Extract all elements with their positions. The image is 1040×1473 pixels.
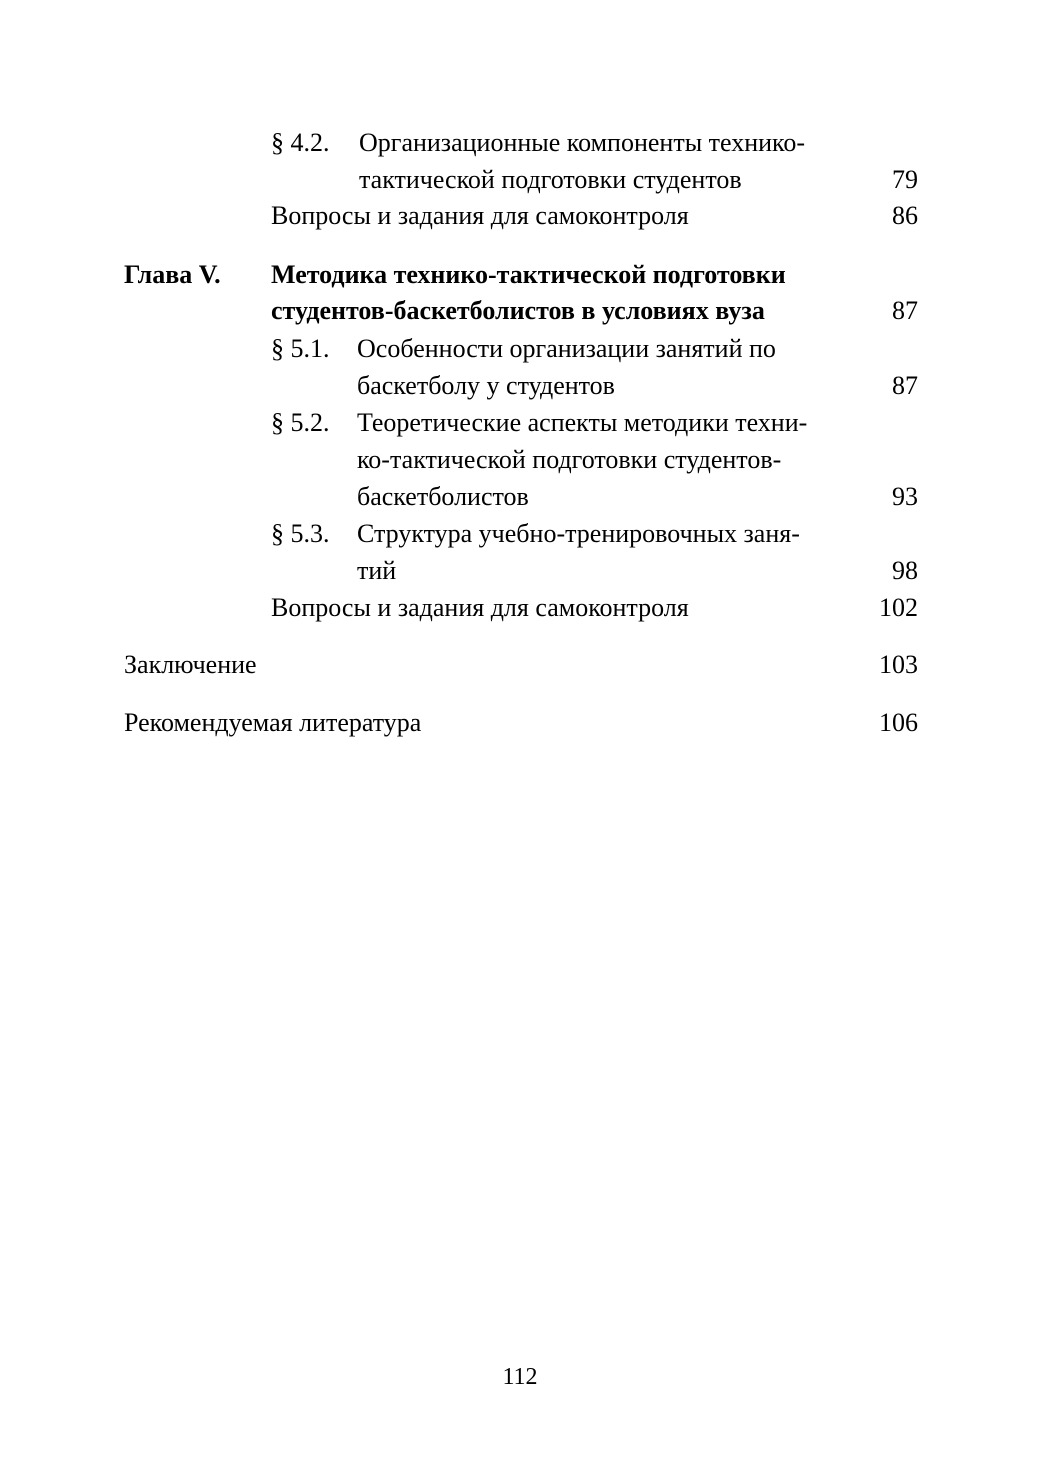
toc-questions5-title: Вопросы и задания для самоконтроля — [271, 593, 689, 622]
toc-s51-label: § 5.1. — [271, 334, 330, 363]
toc-s51-title-line2: баскетболу у студентов — [357, 371, 615, 400]
toc-s52-title-line1: Теоретические аспекты методики техни- — [357, 408, 808, 437]
toc-s51-title-line1: Особенности организации занятий по — [357, 334, 776, 363]
toc-questions4-title: Вопросы и задания для самоконтроля — [271, 201, 689, 230]
toc-chapter5-title-line2: студентов-баскетболистов в условиях вуза — [271, 296, 765, 325]
toc-s52-label: § 5.2. — [271, 408, 330, 437]
toc-s42-label: § 4.2. — [271, 128, 330, 157]
toc-chapter5-page: 87 — [892, 296, 918, 325]
toc-questions4-page: 86 — [892, 201, 918, 230]
toc-s52-title-line2: ко-тактической подготовки студентов- — [357, 445, 782, 474]
toc-literature-page: 106 — [879, 708, 918, 737]
toc-s52-page: 93 — [892, 482, 918, 511]
toc-s42-page: 79 — [892, 165, 918, 194]
toc-conclusion-page: 103 — [879, 650, 918, 679]
toc-conclusion-title: Заключение — [124, 650, 257, 679]
page-number: 112 — [502, 1364, 538, 1390]
toc-questions5-page: 102 — [879, 593, 918, 622]
toc-chapter5-title-line1: Методика технико-тактической подготовки — [271, 260, 786, 289]
toc-s42-title-line2: тактической подготовки студентов — [359, 165, 742, 194]
toc-s53-title-line1: Структура учебно-тренировочных заня- — [357, 519, 800, 548]
toc-s53-page: 98 — [892, 556, 918, 585]
toc-s52-title-line3: баскетболистов — [357, 482, 529, 511]
toc-s51-page: 87 — [892, 371, 918, 400]
toc-s53-label: § 5.3. — [271, 519, 330, 548]
toc-chapter5-label: Глава V. — [124, 260, 221, 289]
toc-s53-title-line2: тий — [357, 556, 397, 585]
toc-literature-title: Рекомендуемая литература — [124, 708, 422, 737]
toc-s42-title-line1: Организационные компоненты технико- — [359, 128, 806, 157]
